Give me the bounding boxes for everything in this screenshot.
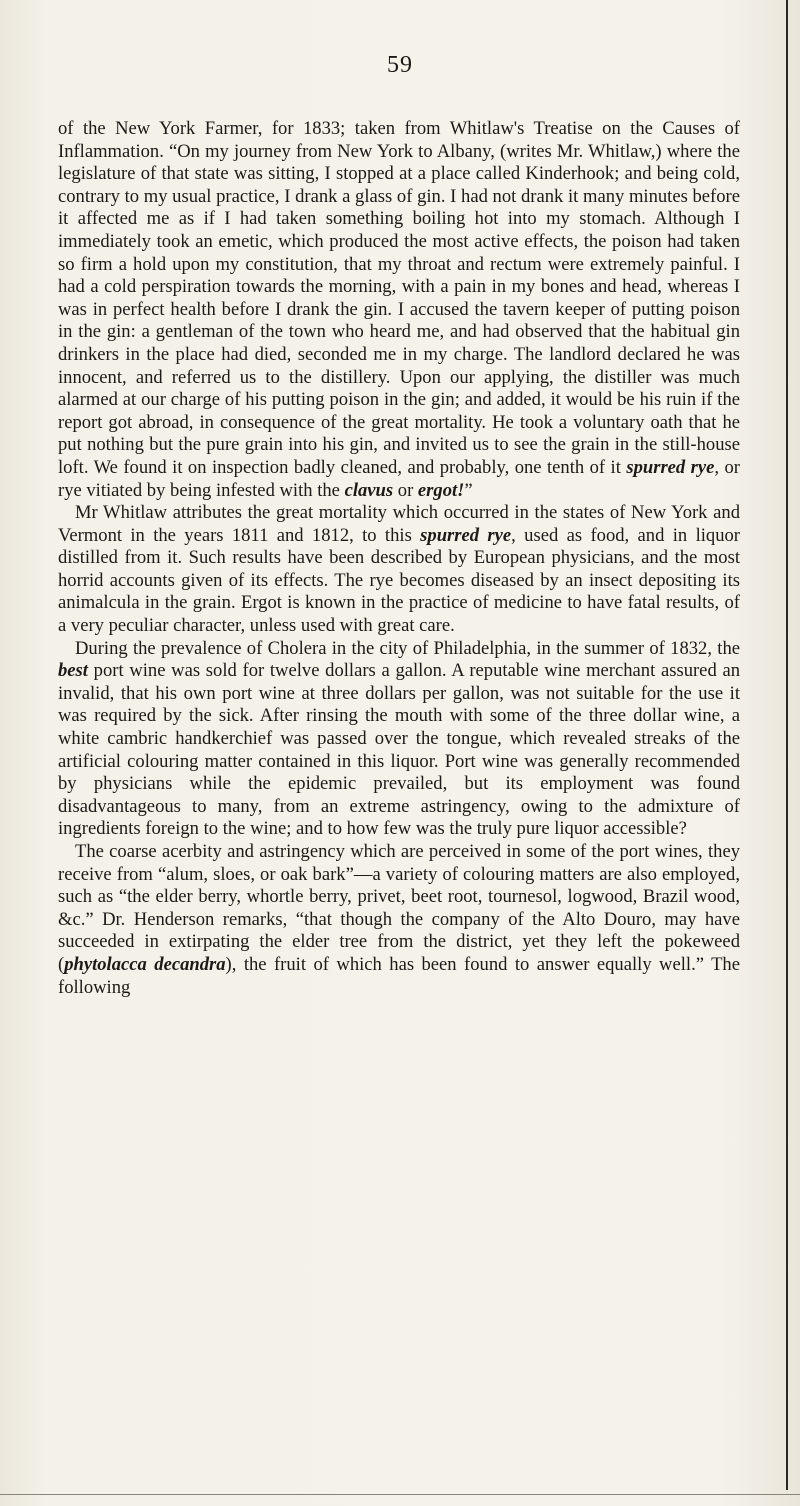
paragraph-2 — [58, 502, 740, 638]
p1-text-3: or — [393, 479, 418, 501]
body-text — [58, 118, 740, 999]
p3-text-1: During the prevalence of Cholera in the city of Philadelphia, in the summer of 1832, the — [75, 637, 740, 659]
page-bottom-rule — [0, 1494, 800, 1495]
p4-text-2: ), the fruit of which has been found to answer equally well.” The following — [58, 953, 740, 998]
p2-text-1: Mr Whitlaw attributes the great mortality which occurred in the states of New York and Vermont in the years 1811 and 1812, to this — [58, 502, 740, 546]
p3-italic-best: best — [58, 660, 88, 682]
p4-text-1: The coarse acerbity and astringency which are perceived in some of the port wines, they receive from “alum, sloes, or oak bark”—a variety of colouring matters are also employed, such as “the elder berry, whortle berry, privet, beet root, tournesol, logwood, Brazil wood, &c.” Dr. Henderson remarks, “that though the company of the Alto Douro, may have succeeded in extirpating the elder tree from the district, yet they left the pokeweed ( — [58, 841, 740, 975]
page-number: 59 — [387, 52, 413, 78]
paragraph-4 — [58, 841, 740, 999]
p1-italic-clavus: clavus — [344, 479, 394, 501]
paragraph-1 — [58, 118, 740, 502]
p1-italic-ergot: ergot! — [417, 479, 465, 501]
p2-text-2: , used as food, and in liquor distilled from it. Such results have been described by European physicians, and the most horrid accounts given of its effects. The rye becomes diseased by an insect depositing its animalcula in the grain. Ergot is known in the practice of medicine to have fatal results, of a very peculiar character, unless used with great care. — [58, 524, 740, 637]
paragraph-3 — [58, 638, 740, 841]
page-edge-shadow — [786, 0, 788, 1490]
p1-italic-spurred-rye: spurred rye — [626, 456, 715, 478]
p1-text-2: , or rye vitiated by being infested with the — [58, 456, 741, 501]
p4-italic-phytolacca: phytolacca decandra — [64, 953, 226, 975]
p3-text-2: port wine was sold for twelve dollars a gallon. A reputable wine merchant assured an invalid, that his own port wine at three dollars per gallon, was not suitable for the use it was required by the sick. After rinsing the mouth with some of the three dollar wine, a white cambric handkerchief was passed over the tongue, which revealed streaks of the artificial colouring matter contained in this liquor. Port wine was generally recommended by physicians while the epidemic prevailed, but its employment was found disadvantageous to many, from an extreme astringency, owing to the admixture of ingredients foreign to the wine; and to how few was the truly pure liquor accessible? — [58, 660, 740, 840]
p2-italic-spurred-rye: spurred rye — [420, 524, 512, 546]
p1-text-4: ” — [464, 479, 473, 501]
p1-text-1: of the New York Farmer, for 1833; taken from Whitlaw's Treatise on the Causes of Inflammation. “On my journey from New York to Albany, (writes Mr. Whitlaw,) where the legislature of that state was sitting, I stopped at a place called Kinderhook; and being cold, contrary to my usual practice, I drank a glass of gin. I had not drank it many minutes before it affected me as if I had taken something boiling hot into my stomach. Although I immediately took an emetic, which produced the most active effects, the poison had taken so firm a hold upon my constitution, that my throat and rectum were extremely painful. I had a cold perspiration towards the morning, with a pain in my bones and head, whereas I was in perfect health before I drank the gin. I accused the tavern keeper of putting poison in the gin: a gentleman of the town who heard me, and had observed that the habitual gin drinkers in the place had died, seconded me in my charge. The landlord declared he was innocent, and referred us to the distillery. Upon our applying, the distiller was much alarmed at our charge of his putting poison in the gin; and added, it would be his ruin if the report got abroad, in consequence of the great mortality. He took a voluntary oath that he put nothing but the pure grain into his gin, and invited us to see the grain in the still-house loft. We found it on inspection badly cleaned, and probably, one tenth of it — [58, 118, 740, 478]
